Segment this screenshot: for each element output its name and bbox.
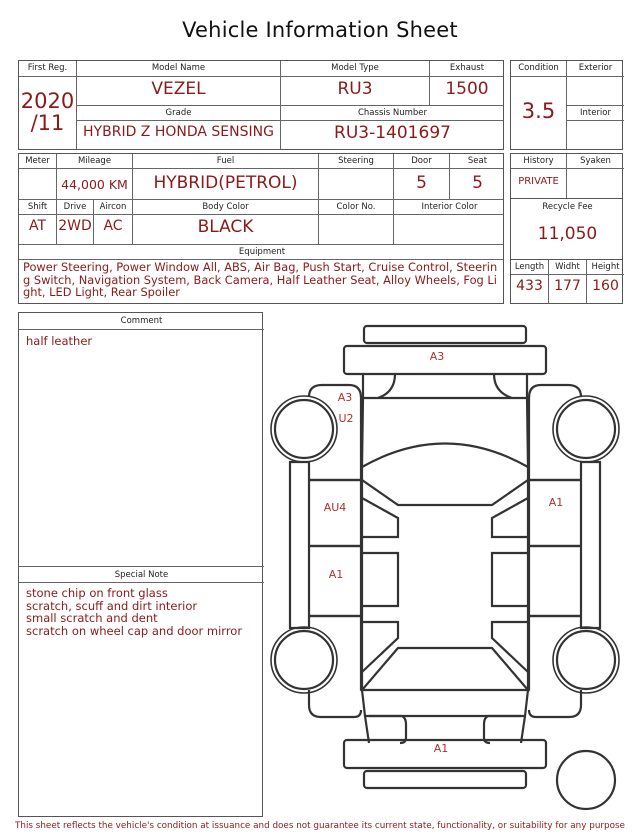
- trunk: [362, 690, 528, 716]
- disclaimer-footer: This sheet reflects the vehicle's condition at issuance and does not guarantee its current state, functionality, or suitability for any purpose: [15, 821, 625, 831]
- height-label: Height: [591, 262, 620, 272]
- comment-label: Comment: [120, 316, 163, 326]
- width-value: 177: [554, 278, 581, 294]
- mileage-label: Mileage: [77, 156, 112, 166]
- condition-value: 3.5: [521, 99, 556, 123]
- drive-value: 2WD: [58, 218, 92, 234]
- damage-mark-right-front-door: A1: [548, 496, 564, 509]
- door-value: 5: [416, 173, 427, 193]
- exhaust-value: 1500: [445, 79, 489, 99]
- model-name-label: Model Name: [151, 63, 206, 73]
- wheel-rear-right: [557, 631, 615, 689]
- comment-value: half leather: [26, 334, 93, 348]
- rear-window: [362, 648, 528, 690]
- recycle-fee-value: 11,050: [537, 224, 598, 244]
- damage-mark-front-bumper: A3: [429, 350, 445, 363]
- wheel-front-left: [275, 400, 333, 458]
- steering-label: Steering: [338, 156, 374, 166]
- special-note-item: small scratch and dent: [26, 611, 158, 625]
- right-rear-fender: [529, 690, 581, 717]
- history-value: PRIVATE: [518, 176, 559, 187]
- history-label: History: [523, 156, 554, 166]
- vehicle-basic-info: [18, 60, 504, 150]
- damage-mark-left-fender-1: A3: [337, 391, 353, 404]
- chassis-number-label: Chassis Number: [357, 108, 428, 118]
- damage-mark-left-fender-2: U2: [338, 412, 354, 425]
- vehicle-spec-info: [18, 153, 504, 304]
- wheel-rear-left: [275, 631, 333, 689]
- exterior-label: Exterior: [578, 63, 613, 73]
- dimensions-box: [510, 259, 623, 304]
- wheel-front-right: [557, 400, 615, 458]
- interior-label: Interior: [579, 108, 611, 118]
- aircon-value: AC: [103, 218, 123, 234]
- special-note-item: stone chip on front glass: [26, 586, 168, 600]
- hood-outline: [363, 374, 527, 398]
- interior-color-label: Interior Color: [421, 202, 478, 212]
- first-reg-month: /11: [30, 111, 65, 135]
- body-left-side: [362, 398, 363, 690]
- damage-mark-left-rear-door: A1: [328, 568, 344, 581]
- body-color-value: BLACK: [197, 217, 254, 237]
- drive-label: Drive: [63, 202, 87, 212]
- recycle-fee-box: [510, 198, 623, 260]
- special-note-item: scratch, scuff and dirt interior: [26, 598, 198, 613]
- height-value: 160: [592, 278, 619, 294]
- fuel-label: Fuel: [216, 156, 235, 166]
- recycle-fee-label: Recycle Fee: [542, 202, 593, 212]
- meter-label: Meter: [25, 156, 50, 166]
- grade-value: HYBRID Z HONDA SENSING: [83, 124, 274, 140]
- special-notes-list: [26, 587, 242, 637]
- body-right-side: [527, 398, 528, 690]
- seat-value: 5: [472, 173, 483, 193]
- door-label: Door: [411, 156, 432, 166]
- syaken-label: Syaken: [580, 156, 611, 166]
- fuel-value: HYBRID(PETROL): [153, 173, 298, 193]
- length-value: 433: [516, 278, 543, 294]
- body-color-label: Body Color: [202, 202, 249, 212]
- left-rear-fender: [309, 690, 361, 717]
- color-no-label: Color No.: [336, 202, 376, 212]
- special-note-label: Special Note: [114, 570, 169, 580]
- seat-label: Seat: [467, 156, 488, 166]
- spare-tire: [557, 751, 615, 809]
- rear-bar: [364, 771, 526, 788]
- model-type-label: Model Type: [331, 63, 379, 73]
- equipment-value: Power Steering, Power Window All, ABS, Air Bag, Push Start, Cruise Control, Steering Switch, Navigation System, Back Camera, Half Leather Seat, Alloy Wheels, Fog Light, LED Light, Rear Spoiler: [23, 260, 498, 299]
- model-type-value: RU3: [337, 79, 373, 99]
- comment-panel: [18, 312, 263, 817]
- windshield: [362, 444, 528, 468]
- aircon-label: Aircon: [99, 202, 127, 212]
- shift-label: Shift: [27, 202, 48, 212]
- first-reg-label: First Reg.: [27, 63, 68, 73]
- front-grille-bar: [364, 326, 526, 343]
- damage-mark-left-front-door: AU4: [323, 501, 347, 514]
- history-box: [510, 153, 623, 199]
- condition-box: [510, 60, 623, 150]
- model-name-value: VEZEL: [151, 79, 206, 99]
- page-title: Vehicle Information Sheet: [182, 18, 458, 42]
- width-label: Widht: [555, 262, 580, 272]
- condition-label: Condition: [518, 63, 559, 73]
- mileage-value: 44,000 KM: [61, 177, 128, 192]
- cabin-front-pillars: [362, 480, 528, 505]
- equipment-label: Equipment: [238, 247, 286, 257]
- chassis-number-value: RU3-1401697: [334, 123, 451, 143]
- right-rear-door: [529, 546, 581, 616]
- damage-mark-rear-bumper: A1: [433, 742, 449, 755]
- car-damage-diagram: [268, 318, 628, 818]
- front-bumper: [344, 346, 546, 374]
- exhaust-label: Exhaust: [449, 63, 485, 73]
- special-note-item: scratch on wheel cap and door mirror: [26, 623, 243, 638]
- right-front-door: [529, 480, 581, 546]
- left-rear-door: [309, 546, 361, 616]
- shift-value: AT: [28, 218, 47, 234]
- grade-label: Grade: [165, 108, 192, 118]
- length-label: Length: [514, 262, 545, 272]
- first-reg-year: 2020: [20, 89, 75, 113]
